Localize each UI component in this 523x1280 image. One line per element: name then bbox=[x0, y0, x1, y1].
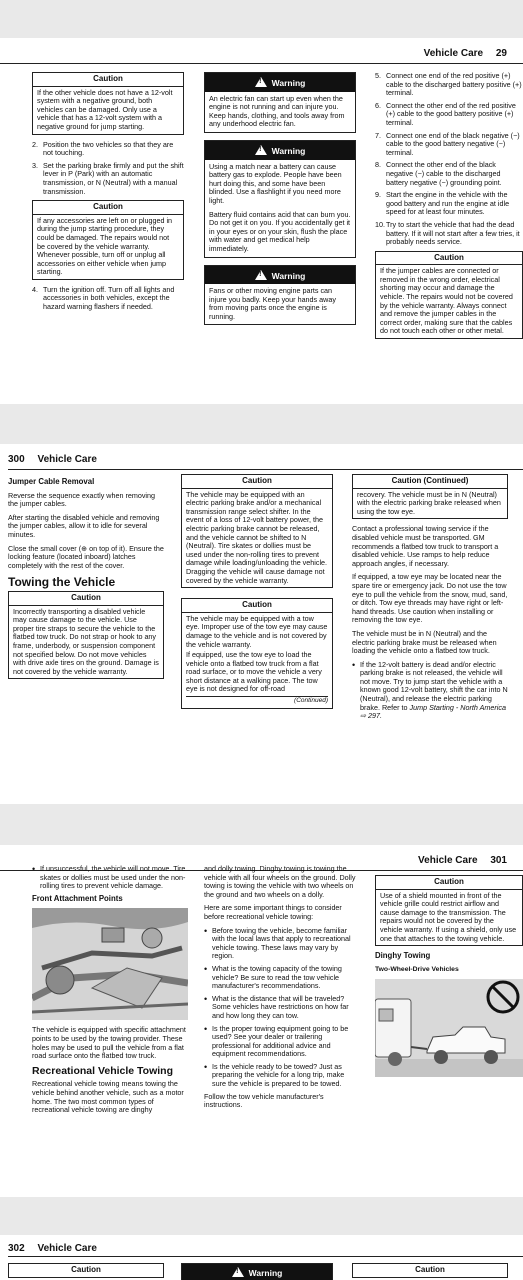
caution-box bbox=[375, 251, 523, 339]
paragraph: Recreational vehicle towing means towing the vehicle behind another vehicle, such as a motor home. The two most common types of recreational vehicle towing are dinghy bbox=[32, 1079, 184, 1115]
caution-box bbox=[181, 474, 333, 588]
step-list bbox=[32, 286, 184, 312]
warning-box bbox=[204, 72, 356, 133]
paragraph: Close the small cover (⊕ on top of it). Ensure the locking feature (located inboard) latches completely with the rest of the cover. bbox=[8, 543, 164, 570]
subheading: Front Attachment Points bbox=[32, 893, 123, 903]
paragraph: Contact a professional towing service if the disabled vehicle must be transported. GM recommends a flatbed tow truck to transport a disabled vehicle. Use ramps to help reduce approach angles, if necessary. bbox=[352, 524, 499, 568]
caution-title: Caution bbox=[9, 1264, 163, 1278]
paragraph: Here are some important things to consider before recreational vehicle towing: bbox=[204, 903, 342, 921]
caution-box bbox=[375, 875, 523, 946]
section-title: Vehicle Care bbox=[37, 454, 97, 465]
subheading: Jumper Cable Removal bbox=[8, 477, 95, 486]
warning-body: An electric fan can start up even when the engine is not running and can injure you. Keep hands, clothing, and tools away from any underhood electric fan. bbox=[209, 93, 345, 129]
warning-icon bbox=[255, 270, 267, 280]
page-302 bbox=[0, 1235, 523, 1280]
caution-box bbox=[8, 1263, 164, 1278]
list-item: • If unsuccessful, the vehicle will not move. Tire skates or dollies must be used under the non-rolling tires to prevent vehicle damage. bbox=[32, 865, 188, 891]
step-list bbox=[375, 72, 523, 247]
section-title: Vehicle Care bbox=[423, 48, 484, 59]
page-number: 302 bbox=[8, 1243, 25, 1254]
caution-box bbox=[352, 1263, 508, 1278]
step: 2. Position the two vehicles so that they are not touching. bbox=[32, 139, 174, 158]
list-item: • What is the towing capacity of the towing vehicle? Be sure to read the tow vehicle manufacturer's recommendations. bbox=[204, 965, 358, 991]
warning-icon bbox=[255, 77, 267, 87]
step: 8. Connect the other end of the black negative (−) cable to the discharged battery negative (−) grounding point. bbox=[375, 160, 502, 187]
paragraph: The vehicle is equipped with specific attachment points to be used by the towing provider. These holes may be used to pull the vehicle from a flat road surface onto the flatbed tow truck. bbox=[32, 1025, 186, 1061]
step: 5. Connect one end of the red positive (+) cable to the discharged battery positive (+) terminal. bbox=[375, 71, 522, 98]
column-left bbox=[32, 865, 188, 1120]
caution-body: The vehicle may be equipped with an electric parking brake and/or a mechanical transmission range select shifter. In the event of a loss of 12-volt battery power, the electric parking brake cannot be released, and the vehicle cannot be shifted to N (Neutral). Tire skates or dollies must be used under the non-rolling tires to prevent damage while loading/unloading the vehicle. Dragging the vehicle will cause damage not covered by the vehicle warranty. bbox=[186, 489, 328, 585]
step: 4. Turn the ignition off. Turn off all lights and accessories in both vehicles, except the hazard warning flashers if needed. bbox=[32, 284, 175, 312]
page-number: 29 bbox=[495, 48, 507, 59]
list-item: • What is the distance that will be traveled? Some vehicles have restrictions on how far and how long they can tow. bbox=[204, 995, 358, 1021]
caution-box bbox=[8, 591, 164, 679]
list-item: • If the 12-volt battery is dead and/or electric parking brake is not released, the vehicle will not move. Try to jump start the vehicle with a known good 12-volt battery, shift the car into N (Neutral), and release the electric parking brake. Refer to Jump Starting - North America ⇨ 297. bbox=[352, 661, 508, 721]
caution-body: If the jumper cables are connected or removed in the wrong order, electrical shorting may occur and damage the vehicle. The repairs would not be covered by the vehicle warranty. Always connect and remove the jumper cables in the correct order, making sure that the cables do not touch each other or other metal. bbox=[380, 266, 513, 336]
caution-box bbox=[32, 72, 184, 135]
front-attachment-illustration bbox=[32, 908, 188, 1020]
heading: Towing the Vehicle bbox=[8, 575, 116, 590]
step: 7. Connect one end of the black negative (−) cable to the good battery negative (−) terminal. bbox=[375, 130, 520, 157]
paragraph: Reverse the sequence exactly when removing the jumper cables. bbox=[8, 490, 156, 509]
caution-title: Caution bbox=[353, 1264, 507, 1278]
paragraph: The vehicle must be in N (Neutral) and the electric parking brake must be released when loading the vehicle onto a flatbed tow truck. bbox=[352, 628, 497, 656]
caution-body: If the other vehicle does not have a 12-volt system with a negative ground, both vehicles can be damaged. Only use a vehicle that has a 12-volt system with a negative ground for jump starting. bbox=[37, 87, 173, 131]
warning-body: Fans or other moving engine parts can injure you badly. Keep your hands away from moving parts once the engine is running. bbox=[209, 286, 336, 321]
heading: Recreational Vehicle Towing bbox=[32, 1064, 174, 1077]
page-29 bbox=[0, 38, 523, 404]
bullet-list bbox=[204, 927, 358, 1089]
caution-box bbox=[352, 474, 508, 519]
column-right bbox=[352, 474, 508, 725]
column-left bbox=[8, 474, 164, 685]
caution-box bbox=[181, 598, 333, 709]
column-left bbox=[8, 1263, 164, 1280]
column-middle bbox=[181, 474, 333, 715]
subheading: Two-Wheel-Drive Vehicles bbox=[375, 965, 459, 973]
warning-body: Using a match near a battery can cause battery gas to explode. People have been hurt doing this, and some have been blinded. Use a flashlight if you need more light. Battery fluid contains acid that can burn you. Do not get it on you. If you accidentally get it in your eyes or on your skin, flush the place with water and get medical help immediately. bbox=[209, 161, 351, 253]
step: 6. Connect the other end of the red positive (+) cable to the good battery positive (+) terminal. bbox=[375, 100, 516, 127]
column-right bbox=[352, 1263, 508, 1280]
column-middle bbox=[204, 72, 356, 332]
step: 3. Set the parking brake firmly and put the shift lever in P (Park) with an automatic transmission, or N (Neutral) with a manual transmission. bbox=[32, 160, 184, 196]
list-item: • Is the vehicle ready to be towed? Just as preparing the vehicle for a long trip, make sure the vehicle is prepared to be towed. bbox=[204, 1063, 358, 1089]
bullet-list bbox=[32, 865, 188, 891]
page-number: 300 bbox=[8, 454, 25, 465]
column-middle bbox=[204, 865, 358, 1115]
caution-title: Caution bbox=[9, 592, 163, 606]
warning-box bbox=[204, 265, 356, 326]
warning-title: !Warning bbox=[205, 266, 355, 285]
column-left bbox=[32, 72, 184, 316]
list-item: • Before towing the vehicle, become familiar with the local laws that apply to recreational vehicle towing. These laws may vary by region. bbox=[204, 927, 358, 961]
caution-title: Caution bbox=[182, 599, 332, 613]
section-title: Vehicle Care bbox=[37, 1243, 97, 1254]
cross-reference-link[interactable]: Jump Starting - North America ⇨ 297. bbox=[360, 702, 506, 721]
caution-title: Caution bbox=[33, 73, 183, 87]
page-301 bbox=[0, 845, 523, 1197]
step-list bbox=[32, 141, 184, 197]
warning-box bbox=[204, 140, 356, 258]
page-header bbox=[0, 38, 523, 64]
warning-title: !Warning bbox=[205, 141, 355, 160]
caution-body: If any accessories are left on or plugged in during the jump starting procedure, they could be damaged. The repairs would not be covered by the vehicle warranty. Whenever possible, turn off or unplug all accessories on either vehicle when jump starting. bbox=[37, 215, 173, 277]
warning-icon bbox=[232, 1267, 244, 1277]
column-right bbox=[375, 72, 523, 345]
paragraph: and dolly towing. Dinghy towing is towing the vehicle with all four wheels on the ground. Dolly towing is towing the vehicle with two wheels on the ground and two wheels on a dolly. bbox=[204, 864, 356, 899]
caution-body: recovery. The vehicle must be in N (Neutral) with the electric parking brake released when using the tow eye. bbox=[357, 489, 501, 516]
caution-box bbox=[32, 200, 184, 280]
caution-body: Use of a shield mounted in front of the vehicle grille could restrict airflow and cause damage to the transmission. The repairs would not be covered by the vehicle warranty. If using a shield, only use one that attaches to the towing vehicle. bbox=[380, 890, 517, 943]
warning-title: !Warning bbox=[205, 73, 355, 92]
warning-box bbox=[181, 1263, 333, 1280]
caution-body: Incorrectly transporting a disabled vehicle may cause damage to the vehicle. Use proper tire straps to secure the vehicle to the flatbed tow truck. Do not strap or hook to any frame, underbody, or suspension component not specified below. Do not move vehicles with drive axle tires on the ground. Damage is not covered by the vehicle warranty. bbox=[13, 606, 159, 676]
list-item: • Is the proper towing equipment going to be used? See your dealer or trailering professional for additional advice and equipment recommendations. bbox=[204, 1025, 358, 1059]
page-header bbox=[8, 1235, 523, 1257]
bullet-list bbox=[352, 661, 508, 721]
warning-icon bbox=[255, 145, 267, 155]
page-300 bbox=[0, 444, 523, 804]
column-right bbox=[375, 875, 523, 1077]
section-title: Vehicle Care bbox=[418, 855, 478, 866]
continued-label: (Continued) bbox=[186, 696, 328, 706]
caution-title: Caution bbox=[182, 475, 332, 489]
dinghy-towing-illustration bbox=[375, 979, 523, 1077]
step: 9. Start the engine in the vehicle with the good battery and run the engine at idle speed for at least four minutes. bbox=[375, 190, 510, 217]
warning-title: ! Warning bbox=[182, 1264, 332, 1280]
caution-title: Caution bbox=[376, 876, 522, 890]
subheading: Dinghy Towing bbox=[375, 951, 431, 961]
paragraph: After starting the disabled vehicle and removing the jumper cables, allow it to idle for several minutes. bbox=[8, 512, 160, 539]
page-header bbox=[8, 444, 523, 470]
step: 10. Try to start the vehicle that had the dead battery. If it will not start after a few tries, it probably needs service. bbox=[375, 219, 520, 247]
column-middle bbox=[181, 1263, 333, 1280]
paragraph: Follow the tow vehicle manufacturer's instructions. bbox=[204, 1091, 324, 1110]
caution-title: Caution (Continued) bbox=[353, 475, 507, 489]
paragraph: If equipped, a tow eye may be located near the spare tire or emergency jack. Do not use the tow eye to pull the vehicle from the snow, mud, sand, or ditch. Tow eye threads may have right or left-hand threads. Use caution when installing or removing the tow eye. bbox=[352, 572, 508, 625]
page-number: 301 bbox=[490, 855, 507, 866]
caution-body: The vehicle may be equipped with a tow eye. Improper use of the tow eye may cause damage to the vehicle and is not covered by the vehicle warranty. If equipped, use the tow eye to load the vehicle onto a flatbed tow truck from a flat road surface, or to move the vehicle a very short distance at a walking pace. The tow eye is not designed for off-road (Continued) bbox=[186, 613, 328, 705]
caution-title: Caution bbox=[33, 201, 183, 215]
caution-title: Caution bbox=[376, 252, 522, 266]
